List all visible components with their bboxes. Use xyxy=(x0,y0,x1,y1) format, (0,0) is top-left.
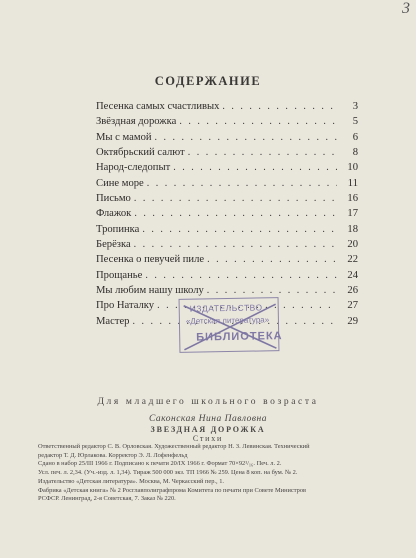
toc-entry xyxy=(96,114,358,129)
toc-entry-title: Берёзка xyxy=(96,239,131,251)
toc-leader-dots xyxy=(188,145,337,160)
toc-entry-title: Песенка о певучей пиле xyxy=(96,254,205,266)
toc-entry xyxy=(96,268,358,283)
corner-handwritten-mark: 3 xyxy=(402,0,410,17)
colophon-line: Фабрика «Детская книга» № 2 Росглавполиграфпрома Комитета по печати при Совете Министров xyxy=(38,486,307,494)
toc-heading: СОДЕРЖАНИЕ xyxy=(154,74,262,88)
toc-entry xyxy=(96,191,358,206)
colophon-line: редактор Т. Д. Юрлакова. Корректор Э. Л. Лофенфельд xyxy=(38,451,188,459)
toc-entry-page: 17 xyxy=(347,208,358,220)
colophon-line: Ответственный редактор С. В. Орловская. Художественный редактор Н. З. Левинская. Технический xyxy=(38,443,310,450)
toc-leader-dots xyxy=(155,130,337,145)
toc-entry xyxy=(96,145,358,160)
toc-entry-title: Мы с мамой xyxy=(96,131,152,143)
toc-entry-title: Октябрьский салют xyxy=(96,147,185,159)
toc-entry-title: Сине море xyxy=(96,177,144,189)
colophon xyxy=(0,397,416,504)
toc-leader-dots xyxy=(134,237,337,252)
toc-leader-dots xyxy=(134,191,337,206)
toc-entry xyxy=(96,222,358,237)
colophon-age: Для младшего школьного возраста xyxy=(97,397,319,407)
toc-entry-title: Мы любим нашу школу xyxy=(96,285,204,297)
toc-leader-dots xyxy=(222,99,337,114)
toc-entry-page: 8 xyxy=(352,147,358,159)
colophon-line: Сдано в набор 25/III 1966 г. Подписано к печати 20/IX 1966 г. Формат 70×92¹/₁₆. Печ. л. 2. xyxy=(38,460,282,468)
toc-entry-page: 18 xyxy=(347,223,358,235)
toc-entry xyxy=(96,237,358,252)
toc-entry-page: 29 xyxy=(347,315,358,327)
toc-entry xyxy=(96,99,358,114)
toc-entry-title: Флажок xyxy=(96,208,132,220)
toc-leader-dots xyxy=(145,268,337,283)
toc-entry xyxy=(96,206,358,221)
toc-leader-dots xyxy=(179,114,337,129)
toc-entry-page: 3 xyxy=(352,101,358,112)
toc-entry-title: Тропинка xyxy=(96,223,140,235)
toc-entry-title: Звёздная дорожка xyxy=(96,116,177,128)
toc-entry-page: 24 xyxy=(347,269,358,281)
toc-entry-title: Про Наталку xyxy=(96,300,155,312)
toc-entry-page: 26 xyxy=(347,285,358,297)
colophon-line: РСФСР. Ленинград, 2-я Советская, 7. Заказ № 220. xyxy=(38,495,176,503)
toc-leader-dots xyxy=(142,222,337,237)
toc-entry-page: 27 xyxy=(347,300,358,312)
toc-entry-page: 5 xyxy=(352,116,358,128)
toc-entry-title: Прощанье xyxy=(96,269,143,281)
toc-entry-page: 20 xyxy=(347,239,358,251)
stamp-line-name: «Детская литература» xyxy=(185,315,270,326)
colophon-line: Усл. печ. л. 2,34. (Уч.-изд. л. 1,34). Тираж 500 000 экз. ТП 1966 № 259. Цена 8 коп. на бум. № 2. xyxy=(38,469,298,477)
toc-entry-title: Письмо xyxy=(96,193,131,205)
toc-entry xyxy=(96,283,358,298)
toc-entry xyxy=(96,176,358,191)
toc-entry-title: Песенка самых счастливых xyxy=(96,101,220,112)
toc-entry-title: Народ-следопыт xyxy=(96,162,171,174)
toc-entry-page: 11 xyxy=(347,177,358,189)
toc-entry-page: 10 xyxy=(347,162,358,174)
toc-leader-dots xyxy=(147,176,337,191)
toc-entry xyxy=(96,252,358,267)
colophon-book-title: ЗВЕЗДНАЯ ДОРОЖКА xyxy=(150,425,266,434)
toc-leader-dots xyxy=(207,283,337,298)
toc-entry-page: 16 xyxy=(347,193,358,205)
stamp-line-publisher: ИЗДАТЕЛЬСТВО xyxy=(189,302,263,314)
table-of-contents xyxy=(96,99,358,329)
toc-entry xyxy=(96,160,358,175)
toc-entry-page: 22 xyxy=(347,254,358,266)
colophon-details xyxy=(0,443,416,504)
toc-leader-dots xyxy=(134,206,337,221)
toc-leader-dots xyxy=(173,160,337,175)
library-stamp xyxy=(179,297,283,353)
stamp-line-library: БИБЛИОТЕКА xyxy=(196,330,283,344)
colophon-line: Издательство «Детская литература». Москва, М. Черкасский пер., 1. xyxy=(38,477,225,485)
colophon-genre: Стихи xyxy=(192,434,224,443)
toc-entry-page: 6 xyxy=(352,131,358,143)
toc-entry xyxy=(96,130,358,145)
toc-entry-title: Мастер xyxy=(96,315,130,327)
toc-leader-dots xyxy=(207,252,337,267)
colophon-author: Саконская Нина Павловна xyxy=(149,414,267,424)
